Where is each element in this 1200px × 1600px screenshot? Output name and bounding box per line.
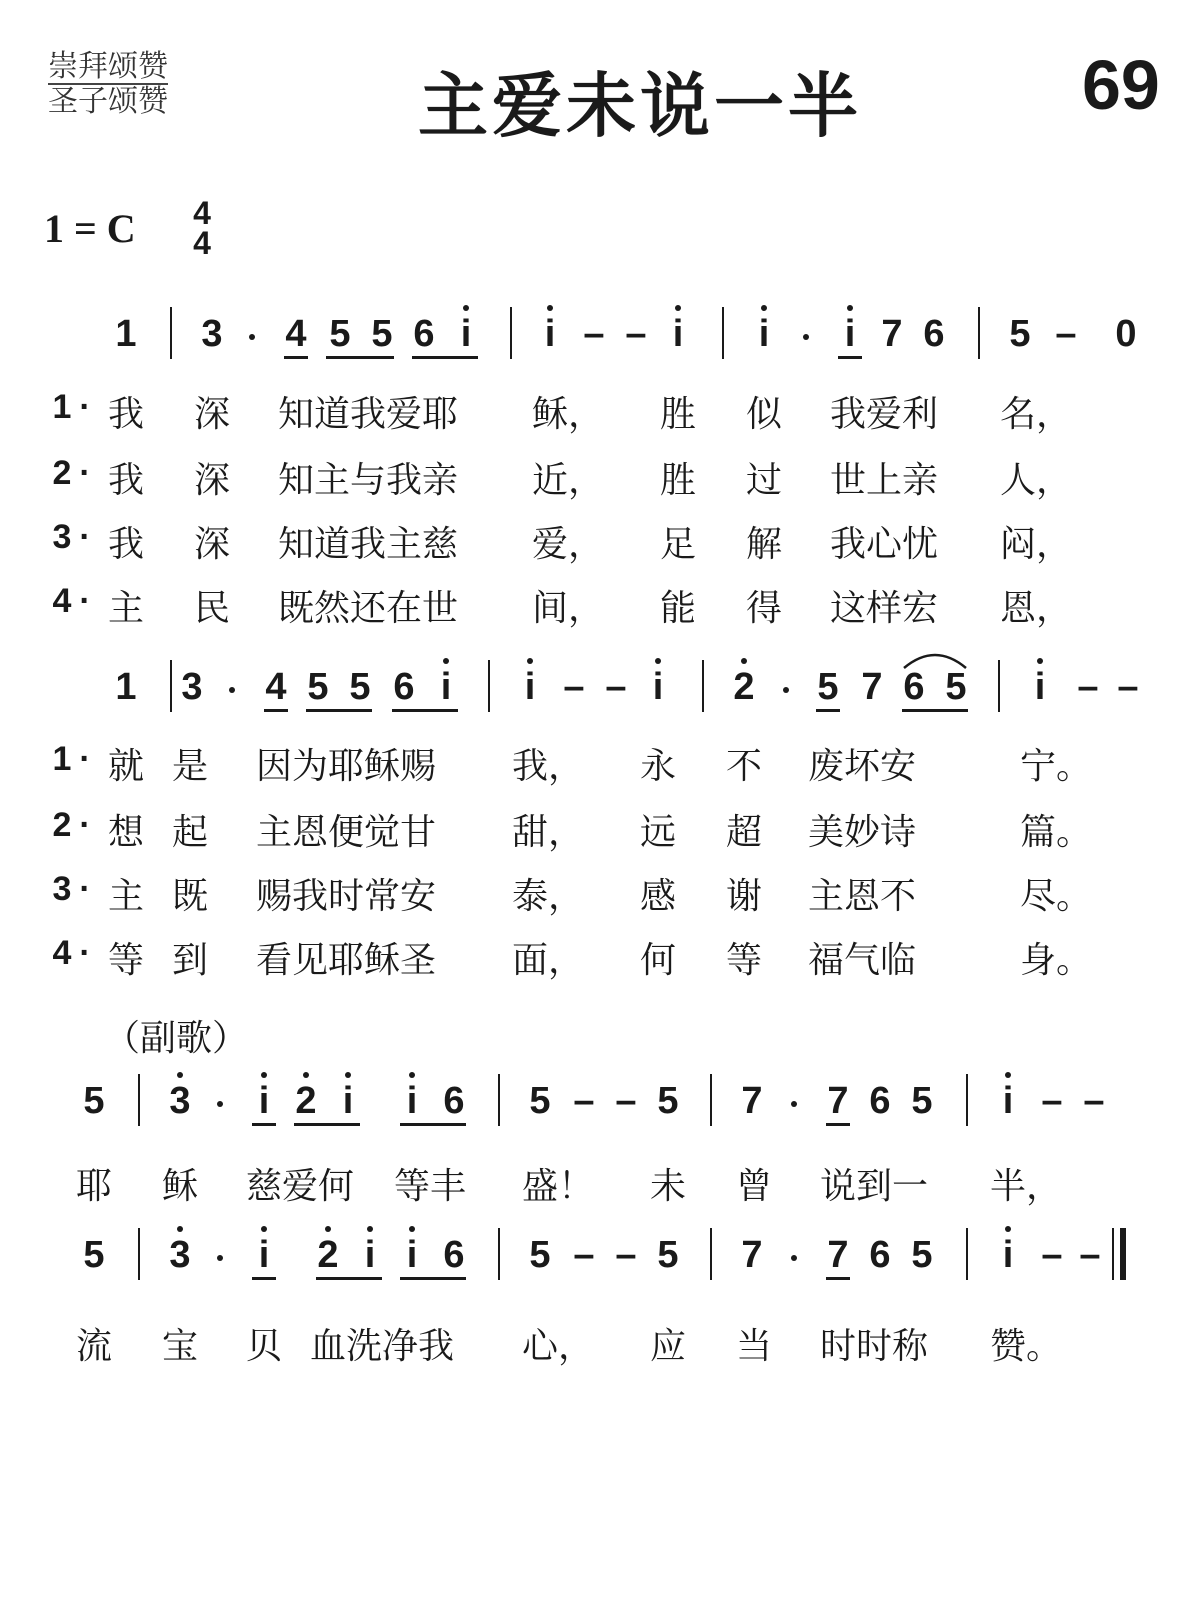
note: 5 [349, 666, 371, 708]
note: 5 [307, 666, 329, 708]
octave-dot [527, 658, 533, 664]
note: 1 [115, 666, 137, 708]
augmentation-dot [217, 1101, 223, 1107]
lyric: 知道我主慈 [278, 524, 459, 565]
note: 6 [903, 666, 925, 708]
note: 5 [945, 666, 967, 708]
augmentation-dot [783, 687, 789, 693]
barline [966, 1228, 968, 1280]
note: 5 [817, 666, 839, 708]
lyric: 爱， [532, 524, 605, 565]
note: 2 [317, 1234, 339, 1276]
lyric: 恩， [1000, 588, 1073, 629]
octave-dot [177, 1226, 183, 1232]
note: 5 [83, 1234, 105, 1276]
lyric: 耶 [76, 1166, 113, 1207]
note: 6 [413, 313, 435, 355]
lyric: 永 [640, 746, 677, 787]
chorus-label: （副歌） [104, 1018, 249, 1059]
note: 5 [529, 1080, 551, 1122]
lyric: 曾 [736, 1166, 773, 1207]
note: 5 [657, 1234, 679, 1276]
note: i [258, 1234, 270, 1276]
dash: – [573, 1080, 595, 1122]
lyric: 应 [650, 1326, 687, 1367]
note: 6 [869, 1080, 891, 1122]
lyric: 超 [726, 812, 763, 853]
final-barline-thin [1112, 1228, 1114, 1280]
dash: – [1117, 666, 1139, 708]
octave-dot [261, 1226, 267, 1232]
lyric: 泰， [512, 876, 585, 917]
beam [252, 1277, 276, 1280]
lyric: 民 [194, 588, 231, 629]
note: i [524, 666, 536, 708]
lyric: 废坏安 [808, 746, 917, 787]
verse-number: 2 [52, 454, 72, 492]
note: 7 [741, 1080, 763, 1122]
augmentation-dot [791, 1101, 797, 1107]
note: 3 [169, 1080, 191, 1122]
lyric: 胜 [660, 394, 697, 435]
note: 7 [827, 1080, 849, 1122]
octave-dot [675, 305, 681, 311]
lyric: 身。 [1020, 940, 1093, 981]
octave-dot [655, 658, 661, 664]
lyric: 尽。 [1020, 876, 1093, 917]
lyric: 想 [108, 812, 145, 853]
beam [252, 1123, 276, 1126]
lyric: 时时称 [820, 1326, 929, 1367]
dash: – [615, 1080, 637, 1122]
octave-dot [1037, 658, 1043, 664]
note: i [440, 666, 452, 708]
barline [710, 1074, 712, 1126]
verse-dot: · [79, 582, 91, 620]
hymn-number: 69 [1082, 46, 1160, 124]
lyric: 福气临 [808, 940, 917, 981]
beam [902, 709, 968, 712]
lyric: 到 [172, 940, 209, 981]
barline [710, 1228, 712, 1280]
verse-number: 3 [52, 518, 72, 556]
lyric: 主 [108, 588, 145, 629]
lyric: 赞。 [990, 1326, 1063, 1367]
beam [412, 356, 478, 359]
lyric: 说到一 [820, 1166, 929, 1207]
note: 5 [657, 1080, 679, 1122]
final-barline-thick [1120, 1228, 1126, 1280]
lyric: 深 [194, 394, 231, 435]
lyric: 感 [640, 876, 677, 917]
lyric: 是 [172, 746, 209, 787]
lyric: 等 [726, 940, 763, 981]
lyric: 我 [108, 524, 145, 565]
verse-number: 3 [52, 870, 72, 908]
beam [294, 1123, 360, 1126]
lyric: 篇。 [1020, 812, 1093, 853]
barline [138, 1074, 140, 1126]
barline [170, 660, 172, 712]
note: 3 [169, 1234, 191, 1276]
source-category [48, 50, 168, 118]
verse-number: 1 [52, 388, 72, 426]
lyric: 因为耶稣赐 [256, 746, 437, 787]
note: 6 [869, 1234, 891, 1276]
note: 3 [181, 666, 203, 708]
note: 4 [285, 313, 307, 355]
octave-dot [409, 1226, 415, 1232]
lyric: 流 [76, 1326, 113, 1367]
lyric: 当 [736, 1326, 773, 1367]
octave-dot [409, 1072, 415, 1078]
octave-dot [303, 1072, 309, 1078]
lyric: 既然还在世 [278, 588, 459, 629]
beam [838, 356, 862, 359]
lyric: 看见耶稣圣 [256, 940, 437, 981]
barline [498, 1074, 500, 1126]
octave-dot [345, 1072, 351, 1078]
time-signature-bottom: 4 [193, 225, 211, 261]
lyric: 闷， [1000, 524, 1073, 565]
lyric: 不 [726, 746, 763, 787]
lyric: 血洗净我 [310, 1326, 455, 1367]
lyric: 就 [108, 746, 145, 787]
lyric: 稣， [532, 394, 605, 435]
lyric: 近， [532, 460, 605, 501]
lyric: 过 [746, 460, 783, 501]
lyric: 未 [650, 1166, 687, 1207]
verse-number: 4 [52, 934, 72, 972]
note: 5 [911, 1080, 933, 1122]
octave-dot [367, 1226, 373, 1232]
verse-dot: · [79, 454, 91, 492]
barline [722, 307, 724, 359]
verse-dot: · [79, 934, 91, 972]
dash: – [625, 313, 647, 355]
lyric: 得 [746, 588, 783, 629]
barline [702, 660, 704, 712]
dash: – [573, 1234, 595, 1276]
rest: 0 [1115, 313, 1137, 355]
note: 5 [329, 313, 351, 355]
note: i [544, 313, 556, 355]
augmentation-dot [217, 1255, 223, 1261]
source-line2: 圣子颂赞 [48, 84, 168, 119]
lyric: 主恩便觉甘 [256, 812, 437, 853]
lyric: 盛！ [522, 1166, 595, 1207]
lyric: 既 [172, 876, 209, 917]
note: i [406, 1080, 418, 1122]
note: 2 [733, 666, 755, 708]
augmentation-dot [803, 334, 809, 340]
lyric: 赐我时常安 [256, 876, 437, 917]
lyric: 等丰 [394, 1166, 467, 1207]
lyric: 谢 [726, 876, 763, 917]
verse-dot: · [79, 740, 91, 778]
lyric: 美妙诗 [808, 812, 917, 853]
dash: – [583, 313, 605, 355]
barline [998, 660, 1000, 712]
note: i [652, 666, 664, 708]
key-signature: 1 = C [44, 206, 136, 251]
note: i [364, 1234, 376, 1276]
dash: – [1041, 1080, 1063, 1122]
lyric: 起 [172, 812, 209, 853]
lyric: 解 [746, 524, 783, 565]
lyric: 人， [1000, 460, 1073, 501]
note: 7 [881, 313, 903, 355]
beam [826, 1277, 850, 1280]
hymn-title: 主爱未说一半 [418, 65, 862, 147]
barline [498, 1228, 500, 1280]
augmentation-dot [229, 687, 235, 693]
note: 6 [923, 313, 945, 355]
note: i [1002, 1234, 1014, 1276]
note: i [258, 1080, 270, 1122]
barline [510, 307, 512, 359]
note: 5 [83, 1080, 105, 1122]
beam [826, 1123, 850, 1126]
lyric: 主 [108, 876, 145, 917]
lyric: 知道我爱耶 [278, 394, 459, 435]
octave-dot [847, 305, 853, 311]
lyric: 心， [522, 1326, 595, 1367]
dash: – [615, 1234, 637, 1276]
octave-dot [177, 1072, 183, 1078]
lyric: 这样宏 [830, 588, 939, 629]
verse-number: 1 [52, 740, 72, 778]
note: i [406, 1234, 418, 1276]
note: 7 [861, 666, 883, 708]
dash: – [1041, 1234, 1063, 1276]
verse-dot: · [79, 806, 91, 844]
note: 5 [911, 1234, 933, 1276]
beam [400, 1123, 466, 1126]
lyric: 贝 [246, 1326, 283, 1367]
dash: – [1079, 1234, 1101, 1276]
lyric: 我， [512, 746, 585, 787]
beam [816, 709, 840, 712]
dash: – [1077, 666, 1099, 708]
slur [900, 646, 970, 670]
time-signature-top: 4 [193, 195, 211, 231]
note: 6 [443, 1080, 465, 1122]
note: 5 [529, 1234, 551, 1276]
note: 6 [443, 1234, 465, 1276]
octave-dot [443, 658, 449, 664]
note: 5 [371, 313, 393, 355]
lyric: 深 [194, 460, 231, 501]
lyric: 宝 [162, 1326, 199, 1367]
note: 3 [201, 313, 223, 355]
verse-number: 4 [52, 582, 72, 620]
octave-dot [463, 305, 469, 311]
barline [966, 1074, 968, 1126]
lyric: 似 [746, 394, 783, 435]
lyric: 稣 [162, 1166, 199, 1207]
lyric: 何 [640, 940, 677, 981]
lyric: 能 [660, 588, 697, 629]
lyric: 主恩不 [808, 876, 917, 917]
time-signature [190, 195, 214, 261]
augmentation-dot [249, 334, 255, 340]
note: 4 [265, 666, 287, 708]
note: 5 [1009, 313, 1031, 355]
lyric: 深 [194, 524, 231, 565]
octave-dot [325, 1226, 331, 1232]
beam [316, 1277, 382, 1280]
lyric: 知主与我亲 [278, 460, 459, 501]
lyric: 慈爱何 [246, 1166, 355, 1207]
lyric: 名， [1000, 394, 1073, 435]
dash: – [605, 666, 627, 708]
lyric: 等 [108, 940, 145, 981]
note: 7 [741, 1234, 763, 1276]
note: i [758, 313, 770, 355]
note: i [460, 313, 472, 355]
lyric: 宁。 [1020, 746, 1093, 787]
beam [264, 709, 288, 712]
note: i [1034, 666, 1046, 708]
note: 6 [393, 666, 415, 708]
note: 2 [295, 1080, 317, 1122]
dash: – [563, 666, 585, 708]
lyric: 间， [532, 588, 605, 629]
barline [488, 660, 490, 712]
lyric: 我 [108, 460, 145, 501]
augmentation-dot [791, 1255, 797, 1261]
lyric: 甜， [512, 812, 585, 853]
beam [400, 1277, 466, 1280]
dash: – [1083, 1080, 1105, 1122]
note: i [342, 1080, 354, 1122]
barline [138, 1228, 140, 1280]
note: 1 [115, 313, 137, 355]
lyric: 我心忧 [830, 524, 939, 565]
beam [284, 356, 308, 359]
note: i [844, 313, 856, 355]
octave-dot [741, 658, 747, 664]
verse-number: 2 [52, 806, 72, 844]
dash: – [1055, 313, 1077, 355]
octave-dot [547, 305, 553, 311]
lyric: 我爱利 [830, 394, 939, 435]
note: i [1002, 1080, 1014, 1122]
octave-dot [1005, 1226, 1011, 1232]
beam [306, 709, 372, 712]
lyric: 世上亲 [830, 460, 939, 501]
barline [978, 307, 980, 359]
octave-dot [761, 305, 767, 311]
lyric: 胜 [660, 460, 697, 501]
beam [326, 356, 394, 359]
source-line1: 崇拜颂赞 [48, 49, 168, 84]
lyric: 我 [108, 394, 145, 435]
lyric: 面， [512, 940, 585, 981]
lyric: 半， [990, 1166, 1063, 1207]
verse-dot: · [79, 870, 91, 908]
beam [392, 709, 458, 712]
note: i [672, 313, 684, 355]
note: 7 [827, 1234, 849, 1276]
lyric: 远 [640, 812, 677, 853]
octave-dot [261, 1072, 267, 1078]
octave-dot [1005, 1072, 1011, 1078]
verse-dot: · [79, 518, 91, 556]
barline [170, 307, 172, 359]
lyric: 足 [660, 524, 697, 565]
verse-dot: · [79, 388, 91, 426]
